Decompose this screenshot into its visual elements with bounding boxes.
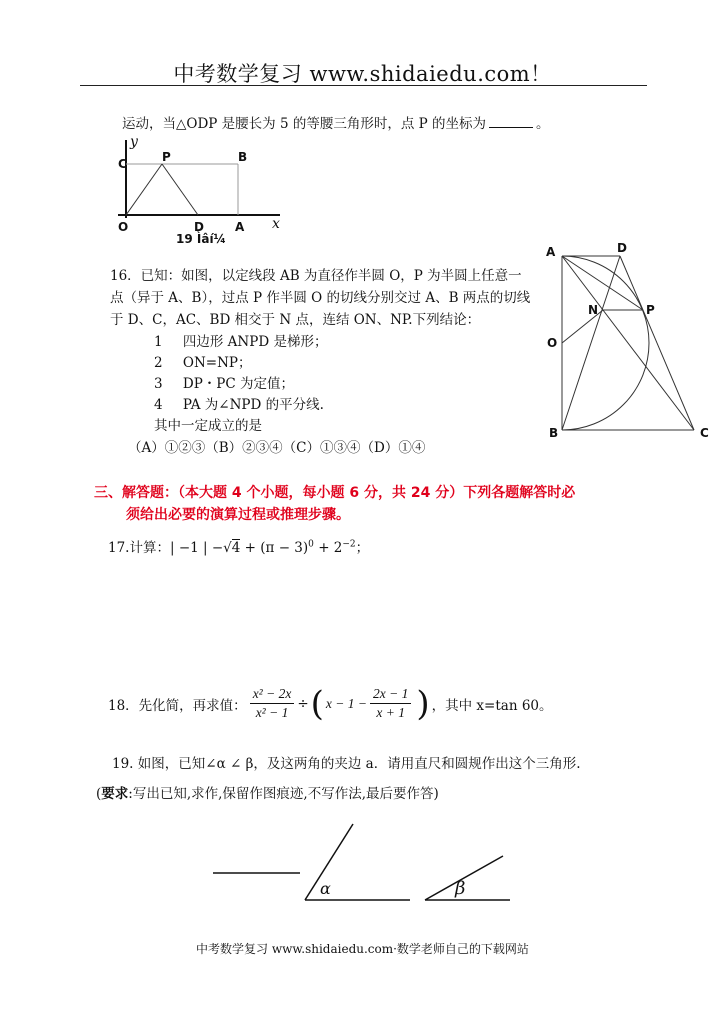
fraction-2 bbox=[370, 686, 411, 721]
q17-expr-c: + 2 bbox=[313, 540, 343, 556]
q16-question: 其中一定成立的是 bbox=[154, 418, 262, 434]
item-number: 2 bbox=[154, 355, 163, 371]
label-P: P bbox=[646, 303, 655, 317]
exp-neg2: −2 bbox=[342, 539, 356, 550]
q16-item-2 bbox=[154, 351, 251, 371]
q17 bbox=[108, 536, 369, 556]
q17-label: 17.计算： bbox=[108, 540, 170, 556]
segment-PD bbox=[162, 164, 198, 215]
label-beta: β bbox=[455, 878, 466, 899]
divide-sign: ÷ bbox=[297, 695, 309, 712]
item-number: 1 bbox=[154, 334, 163, 350]
label-C: C bbox=[700, 426, 709, 440]
header-rule bbox=[80, 85, 647, 86]
q16-item-4 bbox=[154, 393, 324, 413]
page-header-title: 中考数学复习 www.shidaiedu.com！ bbox=[173, 62, 552, 86]
segment-BD bbox=[562, 256, 620, 430]
label-N: N bbox=[588, 303, 599, 317]
q17-end: ； bbox=[355, 540, 370, 556]
item-text: ON=NP； bbox=[182, 355, 252, 371]
label-C: C bbox=[118, 157, 127, 171]
item-text: DP・PC 为定值； bbox=[182, 376, 295, 392]
label-alpha: α bbox=[320, 879, 331, 898]
label-B: B bbox=[549, 426, 559, 440]
item-number: 4 bbox=[154, 397, 163, 413]
q18 bbox=[108, 683, 553, 724]
item-text: PA 为∠NPD 的平分线. bbox=[182, 397, 324, 413]
figure-caption: 19 Ìâí¼ bbox=[176, 232, 226, 246]
section3-heading-line1: 三、解答题：（本大题 4 个小题，每小题 6 分，共 24 分）下列各题解答时必 bbox=[94, 485, 576, 501]
paren-close: ) bbox=[416, 683, 430, 724]
page-footer: 中考数学复习 www.shidaiedu.com·数学老师自己的下载网站 bbox=[196, 942, 529, 956]
fraction-2-numerator: 2x − 1 bbox=[370, 686, 411, 704]
label-O: O bbox=[547, 336, 558, 350]
req-rest: :写出已知,求作,保留作图痕迹,不写作法,最后要作答) bbox=[128, 786, 439, 802]
fraction-1-numerator: x² − 2x bbox=[250, 686, 295, 704]
segment-DC bbox=[620, 256, 694, 430]
segment-OP bbox=[126, 164, 162, 215]
q17-expr-b: + (π − 3) bbox=[240, 540, 309, 556]
req-bold: 要求 bbox=[101, 786, 129, 802]
q18-tail: ，其中 x=tan 60。 bbox=[431, 697, 553, 714]
q16-figure bbox=[540, 238, 715, 448]
sqrt-arg: 4 bbox=[231, 540, 241, 556]
label-D: D bbox=[617, 241, 627, 255]
req-open: ( bbox=[96, 786, 102, 802]
label-A: A bbox=[235, 220, 245, 234]
label-P: P bbox=[162, 150, 171, 164]
q17-expr-a: | −1 | − bbox=[169, 540, 224, 556]
paren-open: ( bbox=[310, 683, 324, 724]
semicircle-O bbox=[562, 256, 649, 430]
q16-line3: 于 D、C，AC、BD 相交于 N 点，连结 ON、NP.下列结论： bbox=[110, 312, 481, 328]
q16-line2: 点（异于 A、B），过点 P 作半圆 O 的切线分别交过 A、B 两点的切线 bbox=[110, 290, 531, 306]
label-A: A bbox=[546, 245, 556, 259]
q19-requirement bbox=[96, 782, 439, 802]
item-number: 3 bbox=[154, 376, 163, 392]
q18-label: 18．先化简，再求值： bbox=[108, 697, 247, 714]
item-text: 四边形 ANPD 是梯形； bbox=[182, 334, 328, 350]
q16-item-1 bbox=[154, 330, 327, 350]
fraction-1 bbox=[250, 686, 295, 721]
label-D: D bbox=[194, 220, 204, 234]
q18-mid: x − 1 − bbox=[325, 695, 368, 711]
exp-zero: 0 bbox=[308, 539, 314, 550]
label-y: y bbox=[130, 134, 138, 150]
q15-text bbox=[122, 112, 550, 132]
segment-AP bbox=[562, 256, 643, 310]
sqrt-symbol: √ bbox=[223, 540, 232, 556]
label-O: O bbox=[118, 220, 129, 234]
q15-text-post: 。 bbox=[536, 116, 550, 132]
q19-line1: 19. 如图，已知∠α ∠ β，及这两角的夹边 a．请用直尺和圆规作出这个三角形. bbox=[112, 756, 581, 772]
q15-answer-blank[interactable] bbox=[489, 115, 533, 128]
fraction-2-denominator: x + 1 bbox=[376, 705, 405, 720]
q19-figure bbox=[205, 815, 515, 910]
label-B: B bbox=[238, 150, 248, 164]
segment-AC bbox=[562, 256, 694, 430]
label-x: x bbox=[272, 216, 280, 232]
fraction-1-denominator: x² − 1 bbox=[255, 705, 289, 720]
q16-options: （A）①②③（B）②③④（C）①③④（D）①④ bbox=[128, 440, 426, 456]
section3-heading-line2: 须给出必要的演算过程或推理步骤。 bbox=[126, 507, 350, 523]
q16-item-3 bbox=[154, 372, 294, 392]
q16-line1: 16．已知：如图，以定线段 AB 为直径作半圆 O，P 为半圆上任意一 bbox=[110, 268, 522, 284]
q15-figure bbox=[110, 132, 300, 247]
q15-text-pre: 运动，当△ODP 是腰长为 5 的等腰三角形时，点 P 的坐标为 bbox=[122, 116, 486, 132]
